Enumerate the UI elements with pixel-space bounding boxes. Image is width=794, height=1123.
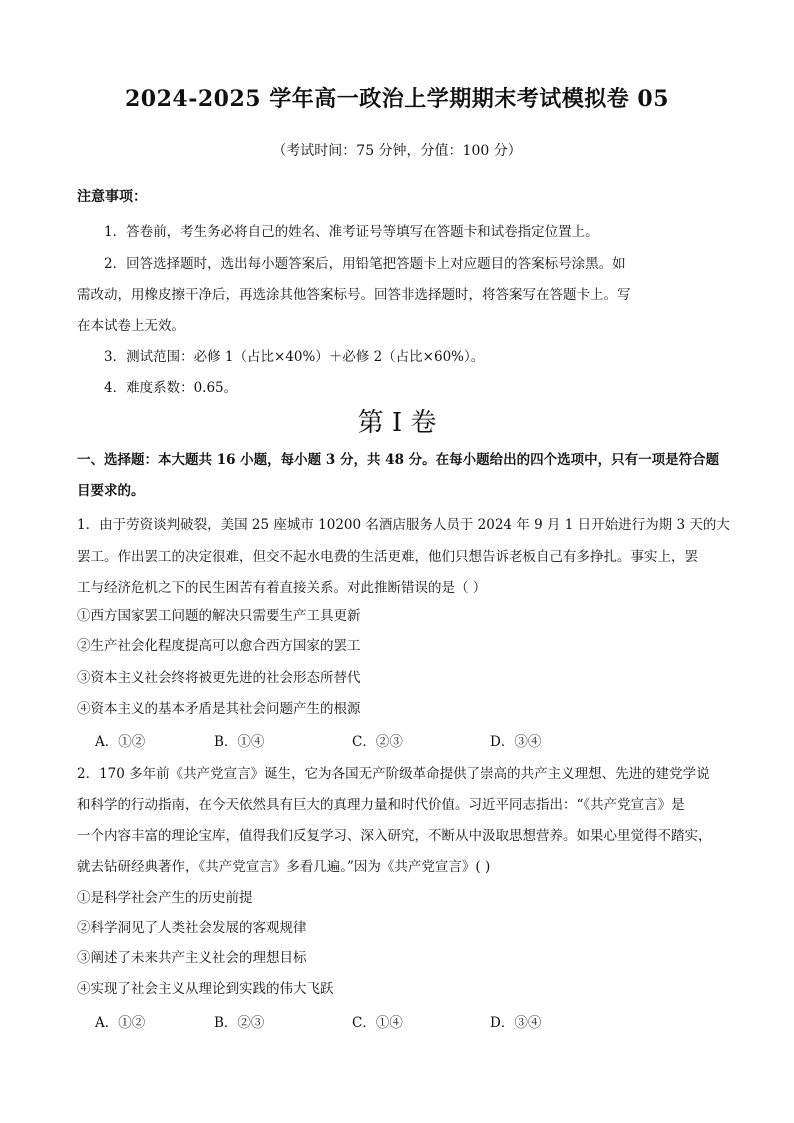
question-2-option-b[interactable]: B．②③ [214, 1015, 265, 1031]
notice-item-1: 1．答卷前，考生务必将自己的姓名、准考证号等填写在答题卡和试卷指定位置上。 [104, 224, 599, 240]
question-1-statement-3: ③资本主义社会终将被更先进的社会形态所替代 [77, 670, 361, 686]
question-1-statement-1: ①西方国家罢工问题的解决只需要生产工具更新 [77, 608, 361, 624]
question-2-statement-2: ②科学洞见了人类社会发展的客观规律 [77, 920, 307, 936]
part1-instruction-line1: 一、选择题：本大题共 16 小题，每小题 3 分，共 48 分。在每小题给出的四个选项中，只有一项是符合题 [77, 452, 720, 468]
exam-title: 2024-2025 学年高一政治上学期期末考试模拟卷 05 [124, 86, 670, 112]
question-2-statement-4: ④实现了社会主义从理论到实践的伟大飞跃 [77, 981, 334, 997]
notice-item-2-cont: 需改动，用橡皮擦干净后，再选涂其他答案标号。回答非选择题时，将答案写在答题卡上。写 [77, 287, 631, 303]
question-1-stem-line2: 罢工。作出罢工的决定很难，但交不起水电费的生活更难，他们只想告诉老板自己有多挣扎。事实上，罢 [77, 549, 698, 565]
section-heading: 第 I 卷 [357, 408, 437, 438]
question-1-option-b[interactable]: B．①④ [214, 734, 265, 750]
question-2-stem-line2: 和科学的行动指南，在今天依然具有巨大的真理力量和时代价值。习近平同志指出：“《共产党宣言》是 [77, 797, 685, 813]
question-1-statement-2: ②生产社会化程度提高可以愈合西方国家的罢工 [77, 638, 361, 654]
notice-item-3: 3．测试范围：必修 1（占比×40%）＋必修 2（占比×60%）。 [104, 349, 485, 365]
question-1-statement-4: ④资本主义的基本矛盾是其社会问题产生的根源 [77, 701, 361, 717]
question-2-option-d[interactable]: D．③④ [490, 1015, 542, 1031]
question-2-stem-line1: 2．170 多年前《共产党宣言》诞生，它为各国无产阶级革命提供了崇高的共产主义理想、先进的建党学说 [77, 766, 710, 782]
exam-subtitle: （考试时间：75 分钟，分值：100 分） [272, 143, 522, 159]
question-2-statement-3: ③阐述了未来共产主义社会的理想目标 [77, 950, 307, 966]
question-2-option-c[interactable]: C．①④ [352, 1015, 403, 1031]
question-1-option-a[interactable]: A．①② [95, 734, 146, 750]
notice-item-2: 2．回答选择题时，选出每小题答案后，用铅笔把答题卡上对应题目的答案标号涂黑。如 [104, 256, 626, 272]
question-1-option-c[interactable]: C．②③ [352, 734, 403, 750]
notice-item-4: 4．难度系数：0.65。 [104, 380, 238, 396]
question-2-stem-line3: 一个内容丰富的理论宝库，值得我们反复学习、深入研究，不断从中汲取思想营养。如果心里觉得不踏实， [77, 828, 712, 844]
question-1-option-d[interactable]: D．③④ [490, 734, 542, 750]
notice-heading: 注意事项： [77, 189, 147, 205]
question-1-stem-line1: 1．由于劳资谈判破裂，美国 25 座城市 10200 名酒店服务人员于 2024 年 9 月 1 日开始进行为期 3 天的大 [77, 517, 730, 533]
part1-instruction-line2: 目要求的。 [77, 483, 145, 499]
question-2-statement-1: ①是科学社会产生的历史前提 [77, 890, 253, 906]
question-1-stem-line3: 工与经济危机之下的民生困苦有着直接关系。对此推断错误的是（ ） [77, 580, 487, 596]
notice-item-2-cont2: 在本试卷上无效。 [77, 318, 185, 334]
question-2-option-a[interactable]: A．①② [95, 1015, 146, 1031]
question-2-stem-line4: 就去钻研经典著作，《共产党宣言》多看几遍。”因为《共产党宣言》( ) [77, 859, 491, 875]
